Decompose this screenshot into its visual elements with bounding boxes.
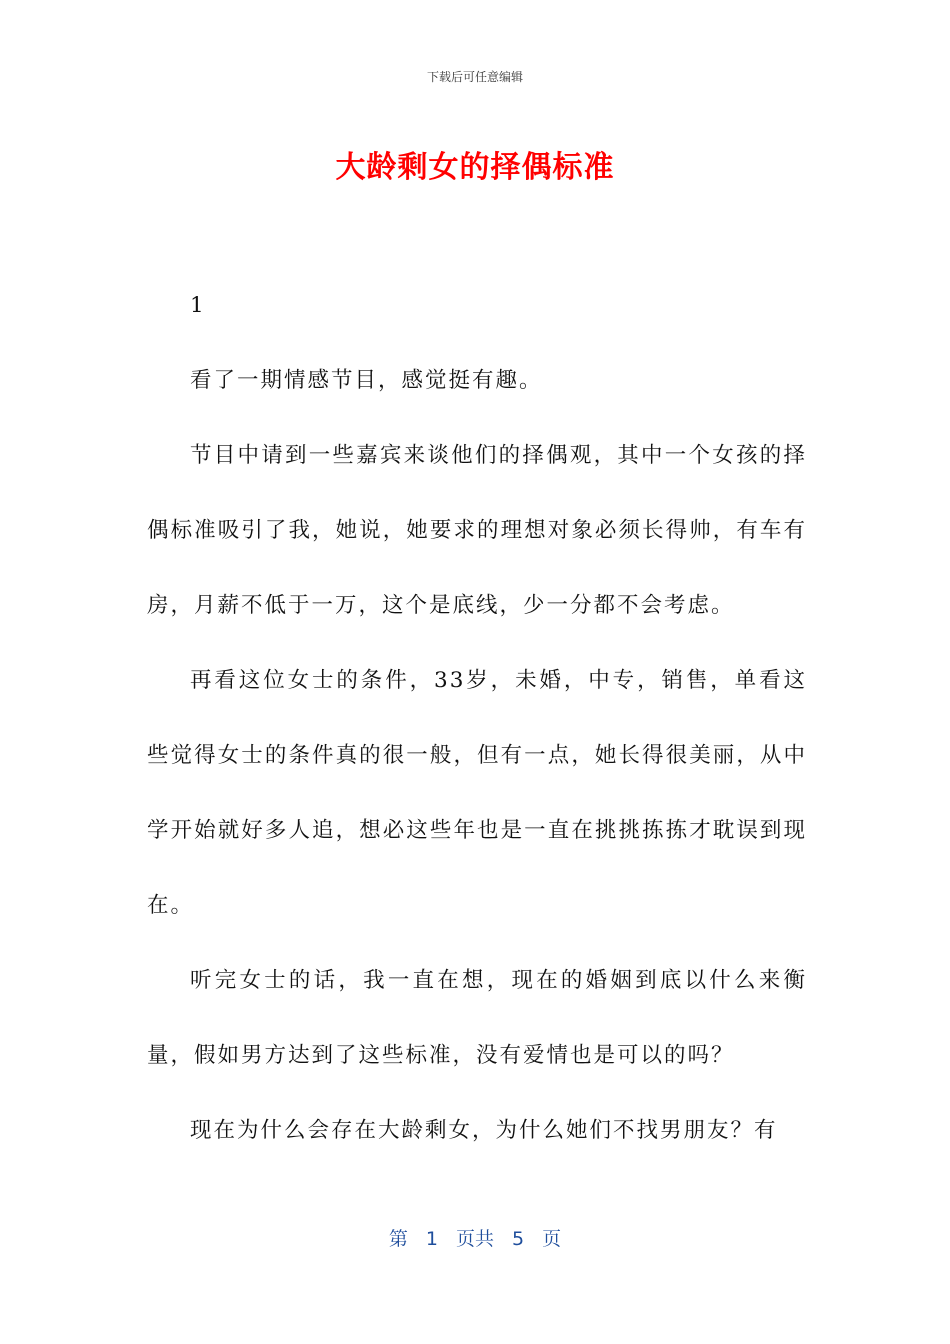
document-title: 大龄剩女的择偶标准	[335, 150, 615, 185]
header-note: 下载后可任意编辑	[426, 70, 523, 84]
paragraph-section-number: 1	[190, 293, 206, 318]
footer-suffix: 页	[542, 1228, 562, 1250]
document-body	[147, 268, 807, 1168]
footer-page-number: 1	[425, 1228, 438, 1250]
paragraph: 节目中请到一些嘉宾来谈他们的择偶观，其中一个女孩的择偶标准吸引了我，她说，她要求的理想对象必须长得帅，有车有房，月薪不低于一万，这个是底线，少一分都不会考虑。	[147, 443, 807, 618]
paragraph: 再看这位女士的条件，33岁，未婚，中专，销售，单看这些觉得女士的条件真的很一般，但有一点，她长得很美丽，从中学开始就好多人追，想必这些年也是一直在挑挑拣拣才耽误到现在。	[147, 668, 807, 918]
paragraph: 现在为什么会存在大龄剩女，为什么她们不找男朋友？有	[190, 1118, 778, 1143]
paragraph: 听完女士的话，我一直在想，现在的婚姻到底以什么来衡量，假如男方达到了这些标准，没有爱情也是可以的吗？	[147, 968, 807, 1068]
footer-prefix: 第	[388, 1228, 408, 1250]
footer-total-pages: 5	[512, 1228, 525, 1250]
page-footer	[0, 1224, 950, 1251]
paragraph: 看了一期情感节目，感觉挺有趣。	[190, 368, 543, 393]
footer-middle: 页共	[455, 1228, 494, 1250]
